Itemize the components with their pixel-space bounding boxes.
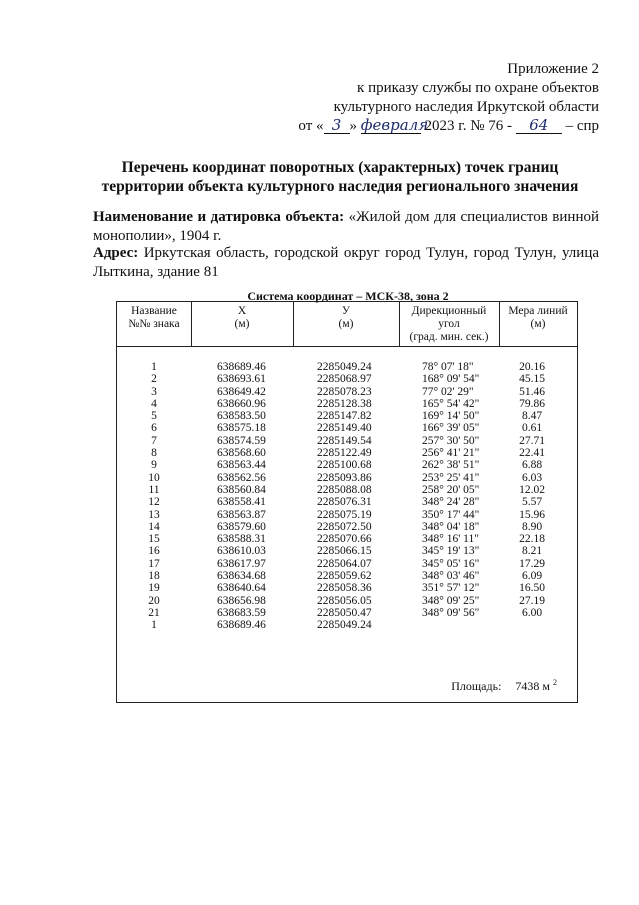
direction-angle: 348° 04' 18" xyxy=(422,520,480,533)
line-length: 79.86 xyxy=(519,397,545,410)
y-coordinate: 2285122.49 xyxy=(317,447,372,460)
y-coordinate: 2285088.08 xyxy=(317,483,372,496)
appendix-order-line: к приказу службы по охране объектов xyxy=(357,80,599,96)
header-name-line-2: №№ знака xyxy=(128,318,180,330)
point-number: 4 xyxy=(151,397,157,410)
header-x xyxy=(191,302,293,346)
y-coordinate: 2285064.07 xyxy=(317,557,372,570)
direction-angle: 348° 09' 25" xyxy=(422,594,480,607)
table-row xyxy=(117,472,577,484)
line-length: 6.00 xyxy=(521,606,543,619)
address-paragraph xyxy=(93,244,599,281)
line-length: 0.61 xyxy=(521,422,543,435)
y-coordinate: 2285059.62 xyxy=(317,570,372,583)
y-coordinate: 2285100.68 xyxy=(317,459,372,472)
area-value: 7438 м xyxy=(515,679,550,693)
table-row xyxy=(117,484,577,496)
line-length: 51.46 xyxy=(519,385,545,398)
table-row xyxy=(117,533,577,545)
table-row xyxy=(117,545,577,557)
x-coordinate: 638634.68 xyxy=(217,570,266,583)
x-coordinate: 638563.87 xyxy=(217,508,266,521)
y-coordinate: 2285068.97 xyxy=(317,373,372,386)
y-coordinate: 2285050.47 xyxy=(317,606,372,619)
header-y-line-1: У xyxy=(341,305,351,317)
y-coordinate: 2285128.38 xyxy=(317,397,372,410)
point-number: 9 xyxy=(151,459,157,472)
table-row xyxy=(117,459,577,471)
point-number: 3 xyxy=(151,385,157,398)
object-name-value: «Жилой дом для специалистов винной монополии», 1904 г. xyxy=(93,209,600,244)
line-length: 12.02 xyxy=(519,483,545,496)
y-coordinate: 2285147.82 xyxy=(317,410,372,423)
header-y xyxy=(293,302,399,346)
header-x-line-2: (м) xyxy=(234,318,250,330)
direction-angle: 257° 30' 50" xyxy=(422,434,480,447)
table-row xyxy=(117,619,577,631)
header-length-line-1: Мера линий xyxy=(508,305,568,317)
order-year: 2023 г. № 76 - xyxy=(420,118,516,134)
appendix-title: Приложение 2 xyxy=(507,61,599,77)
x-coordinate: 638560.84 xyxy=(217,483,266,496)
y-coordinate: 2285072.50 xyxy=(317,520,372,533)
table-row xyxy=(117,570,577,582)
header-length-line-2: (м) xyxy=(530,318,546,330)
y-coordinate: 2285076.31 xyxy=(317,496,372,509)
line-length: 20.16 xyxy=(519,361,545,373)
line-length: 5.57 xyxy=(521,496,543,509)
table-row xyxy=(117,595,577,607)
x-coordinate: 638575.18 xyxy=(217,422,266,435)
coordinate-system-caption: Система координат – МСК-38, зона 2 xyxy=(247,289,449,303)
y-coordinate: 2285070.66 xyxy=(317,533,372,546)
line-length: 8.21 xyxy=(521,545,543,558)
area-summary xyxy=(451,678,557,694)
table-row xyxy=(117,558,577,570)
order-suffix: – спр xyxy=(561,118,599,134)
table-body xyxy=(117,361,577,632)
x-coordinate: 638693.61 xyxy=(217,373,266,386)
area-label: Площадь: xyxy=(451,679,502,693)
direction-angle: 166° 39' 05" xyxy=(422,422,480,435)
line-length: 8.47 xyxy=(521,410,543,423)
line-length: 22.18 xyxy=(519,533,545,546)
direction-angle: 345° 05' 16" xyxy=(422,557,480,570)
x-coordinate: 638568.60 xyxy=(217,447,266,460)
x-coordinate: 638588.31 xyxy=(217,533,266,546)
direction-angle: 258° 20' 05" xyxy=(422,483,480,496)
header-name-line-1: Название xyxy=(131,305,177,317)
appendix-agency-line: культурного наследия Иркутской области xyxy=(333,99,599,115)
y-coordinate: 2285049.24 xyxy=(317,361,372,373)
x-coordinate: 638656.98 xyxy=(217,594,266,607)
table-row xyxy=(117,607,577,619)
direction-angle: 262° 38' 51" xyxy=(422,459,480,472)
header-length xyxy=(499,302,577,346)
line-length: 22.41 xyxy=(519,447,545,460)
handwritten-month: февраля xyxy=(360,116,429,134)
line-length: 16.50 xyxy=(519,582,545,595)
direction-angle: 351° 57' 12" xyxy=(422,582,480,595)
x-coordinate: 638610.03 xyxy=(217,545,266,558)
direction-angle: 348° 16' 11" xyxy=(422,533,479,546)
point-number: 13 xyxy=(148,508,160,521)
x-coordinate: 638640.64 xyxy=(217,582,266,595)
x-coordinate: 638649.42 xyxy=(217,385,266,398)
point-number: 7 xyxy=(151,434,157,447)
line-length: 6.09 xyxy=(521,570,543,583)
y-coordinate: 2285078.23 xyxy=(317,385,372,398)
date-mid: » xyxy=(349,118,361,134)
coordinates-table xyxy=(116,301,578,703)
handwritten-order-number: 64 xyxy=(516,118,562,134)
address-value: Иркутская область, городской округ город Тулун, город Тулун, улица Лыткина, здание 81 xyxy=(93,245,599,280)
appendix-header xyxy=(298,60,599,136)
table-row xyxy=(117,496,577,508)
header-angle xyxy=(399,302,499,346)
direction-angle: 253° 25' 41" xyxy=(422,471,480,484)
x-coordinate: 638617.97 xyxy=(217,557,266,570)
point-number: 10 xyxy=(148,471,160,484)
line-length: 27.19 xyxy=(519,594,545,607)
header-angle-line-3: (град. мин. сек.) xyxy=(409,331,489,343)
point-number: 18 xyxy=(148,570,160,583)
point-number: 1 xyxy=(151,361,157,373)
table-row xyxy=(117,447,577,459)
header-angle-line-2: угол xyxy=(438,318,460,330)
title-line-1: Перечень координат поворотных (характерных) точек границ xyxy=(121,159,559,176)
direction-angle: 169° 14' 50" xyxy=(422,410,480,423)
y-coordinate: 2285149.54 xyxy=(317,434,372,447)
table-row xyxy=(117,373,577,385)
direction-angle: 77° 02' 29" xyxy=(422,385,474,398)
line-length: 17.29 xyxy=(519,557,545,570)
direction-angle: 256° 41' 21" xyxy=(422,447,480,460)
line-length: 8.90 xyxy=(521,520,543,533)
x-coordinate: 638660.96 xyxy=(217,397,266,410)
point-number: 2 xyxy=(151,373,157,386)
direction-angle: 350° 17' 44" xyxy=(422,508,480,521)
object-name-label: Наименование и датировка объекта: xyxy=(93,209,345,225)
table-row xyxy=(117,386,577,398)
table-row xyxy=(117,422,577,434)
direction-angle: 348° 03' 46" xyxy=(422,570,480,583)
x-coordinate: 638579.60 xyxy=(217,520,266,533)
table-row xyxy=(117,435,577,447)
y-coordinate: 2285075.19 xyxy=(317,508,372,521)
area-unit-power: 2 xyxy=(553,678,557,687)
handwritten-day: 3 xyxy=(324,118,350,134)
y-coordinate: 2285093.86 xyxy=(317,471,372,484)
x-coordinate: 638583.50 xyxy=(217,410,266,423)
header-x-line-1: X xyxy=(237,305,247,317)
table-row xyxy=(117,509,577,521)
point-number: 20 xyxy=(148,594,160,607)
line-length: 45.15 xyxy=(519,373,545,386)
point-number: 6 xyxy=(151,422,157,435)
direction-angle: 348° 24' 28" xyxy=(422,496,480,509)
line-length: 6.88 xyxy=(521,459,543,472)
direction-angle: 78° 07' 18" xyxy=(422,361,474,373)
point-number: 5 xyxy=(151,410,157,423)
point-number: 17 xyxy=(148,557,160,570)
point-number: 8 xyxy=(151,447,157,460)
point-number: 1 xyxy=(151,619,157,632)
direction-angle: 345° 19' 13" xyxy=(422,545,480,558)
object-name-paragraph xyxy=(93,208,599,245)
document-title xyxy=(60,158,620,196)
table-header xyxy=(117,302,577,347)
x-coordinate: 638574.59 xyxy=(217,434,266,447)
address-label: Адрес: xyxy=(93,245,139,261)
x-coordinate: 638558.41 xyxy=(217,496,266,509)
point-number: 11 xyxy=(148,483,160,496)
point-number: 12 xyxy=(148,496,160,509)
y-coordinate: 2285149.40 xyxy=(317,422,372,435)
point-number: 19 xyxy=(148,582,160,595)
x-coordinate: 638562.56 xyxy=(217,471,266,484)
table-row xyxy=(117,521,577,533)
line-length: 6.03 xyxy=(521,471,543,484)
y-coordinate: 2285056.05 xyxy=(317,594,372,607)
point-number: 16 xyxy=(148,545,160,558)
table-row xyxy=(117,361,577,373)
x-coordinate: 638563.44 xyxy=(217,459,266,472)
header-y-line-2: (м) xyxy=(338,318,354,330)
y-coordinate: 2285066.15 xyxy=(317,545,372,558)
line-length: 15.96 xyxy=(519,508,545,521)
direction-angle: 348° 09' 56" xyxy=(422,606,480,619)
x-coordinate: 638683.59 xyxy=(217,606,266,619)
point-number: 21 xyxy=(148,606,160,619)
point-number: 15 xyxy=(148,533,160,546)
table-row xyxy=(117,582,577,594)
x-coordinate: 638689.46 xyxy=(217,619,266,632)
y-coordinate: 2285049.24 xyxy=(317,619,372,632)
y-coordinate: 2285058.36 xyxy=(317,582,372,595)
appendix-date-line xyxy=(298,117,599,136)
direction-angle: 168° 09' 54" xyxy=(422,373,480,386)
header-angle-line-1: Дирекционный xyxy=(411,305,487,317)
table-row xyxy=(117,410,577,422)
direction-angle: 165° 54' 42" xyxy=(422,397,480,410)
x-coordinate: 638689.46 xyxy=(217,361,266,373)
header-name xyxy=(117,302,191,346)
point-number: 14 xyxy=(148,520,160,533)
table-row xyxy=(117,398,577,410)
title-line-2: территории объекта культурного наследия регионального значения xyxy=(101,178,579,195)
date-prefix: от « xyxy=(298,118,324,134)
line-length: 27.71 xyxy=(519,434,545,447)
